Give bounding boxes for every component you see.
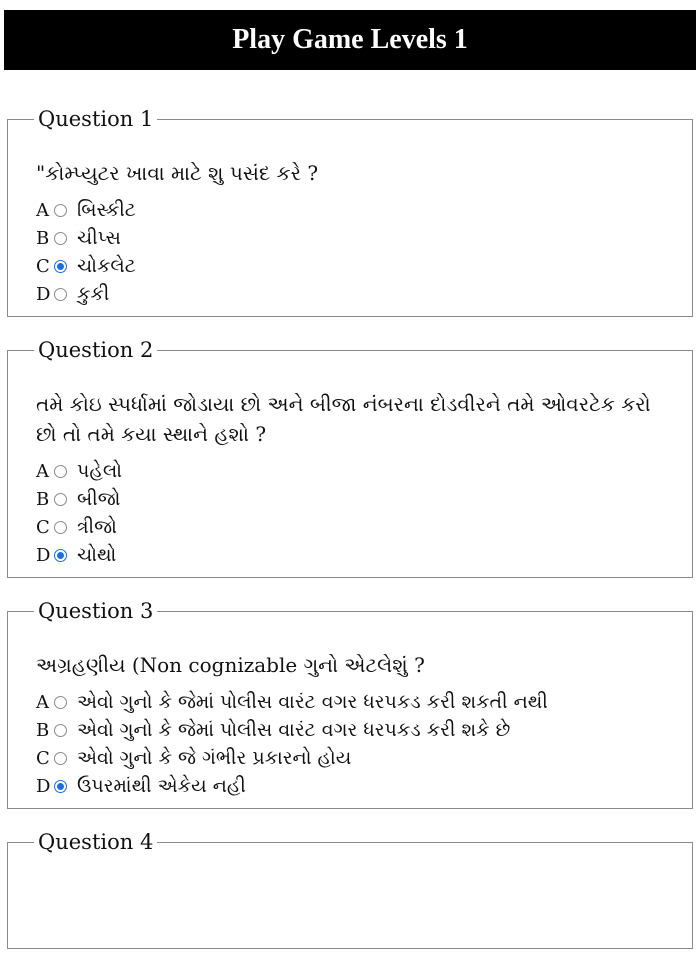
radio-button[interactable] (54, 549, 67, 562)
option-letter: C (36, 516, 50, 538)
option-letter: A (36, 691, 49, 713)
question-legend: Question 1 (38, 107, 154, 131)
option-label: એવો ગુનો કે જે ગંભીર પ્રકારનો હોય (77, 747, 352, 769)
option-label: ચોથો (77, 544, 117, 566)
option-d[interactable] (36, 280, 676, 308)
option-letter: D (36, 775, 51, 797)
option-d[interactable] (36, 541, 676, 569)
option-label: બીજો (77, 488, 121, 510)
radio-button[interactable] (54, 724, 67, 737)
option-letter: D (36, 283, 51, 305)
option-c[interactable] (36, 744, 676, 772)
option-label: ચીપ્સ (77, 227, 121, 249)
option-letter: C (36, 255, 50, 277)
question-1 (7, 106, 693, 317)
option-letter: C (36, 747, 50, 769)
option-label: ઉપરમાંથી એકેય નહી (77, 775, 246, 797)
option-letter: A (36, 199, 49, 221)
option-label: બિસ્કીટ (77, 199, 136, 221)
option-label: પહેલો (77, 460, 122, 482)
option-label: એવો ગુનો કે જેમાં પોલીસ વારંટ વગર ધરપકડ કરી શકે છે (77, 719, 511, 741)
radio-button[interactable] (54, 521, 67, 534)
option-a[interactable] (36, 196, 676, 224)
question-list (7, 106, 693, 969)
option-d[interactable] (36, 772, 676, 800)
option-letter: B (36, 488, 50, 510)
question-text: અગ્રહણીય (Non cognizable ગુનો એટલેશું ? (36, 653, 425, 677)
option-letter: D (36, 544, 51, 566)
radio-button[interactable] (54, 465, 67, 478)
option-label: ચોકલેટ (77, 255, 136, 277)
option-label: કુકી (77, 283, 110, 305)
radio-button[interactable] (54, 752, 67, 765)
option-a[interactable] (36, 457, 676, 485)
question-3 (7, 598, 693, 809)
option-c[interactable] (36, 252, 676, 280)
radio-button[interactable] (54, 696, 67, 709)
option-letter: A (36, 460, 49, 482)
option-letter: B (36, 719, 50, 741)
option-letter: B (36, 227, 50, 249)
question-text: તમે કોઇ સ્પર્ધામાં જોડાયા છો અને બીજા નંબરના દોડવીરને તમે ઓવરટેક કરો છો તો તમે કયા સ્થાને હશો ? (36, 392, 651, 446)
radio-button[interactable] (54, 493, 67, 506)
radio-button[interactable] (54, 780, 67, 793)
question-text: "કોમ્પ્યુટર ખાવા માટે શુ પસંદ કરે ? (36, 161, 319, 185)
question-legend: Question 4 (38, 830, 154, 854)
page-header (4, 10, 696, 70)
option-c[interactable] (36, 513, 676, 541)
option-a[interactable] (36, 688, 676, 716)
page-title: Play Game Levels 1 (232, 24, 468, 55)
question-4 (7, 829, 693, 949)
option-label: ત્રીજો (77, 516, 117, 538)
option-label: એવો ગુનો કે જેમાં પોલીસ વારંટ વગર ધરપકડ કરી શકતી નથી (77, 691, 548, 713)
radio-button[interactable] (54, 232, 67, 245)
option-b[interactable] (36, 224, 676, 252)
option-b[interactable] (36, 716, 676, 744)
question-legend: Question 3 (38, 599, 154, 623)
radio-button[interactable] (54, 288, 67, 301)
option-b[interactable] (36, 485, 676, 513)
question-2 (7, 337, 693, 578)
radio-button[interactable] (54, 260, 67, 273)
question-legend: Question 2 (38, 338, 154, 362)
radio-button[interactable] (54, 204, 67, 217)
